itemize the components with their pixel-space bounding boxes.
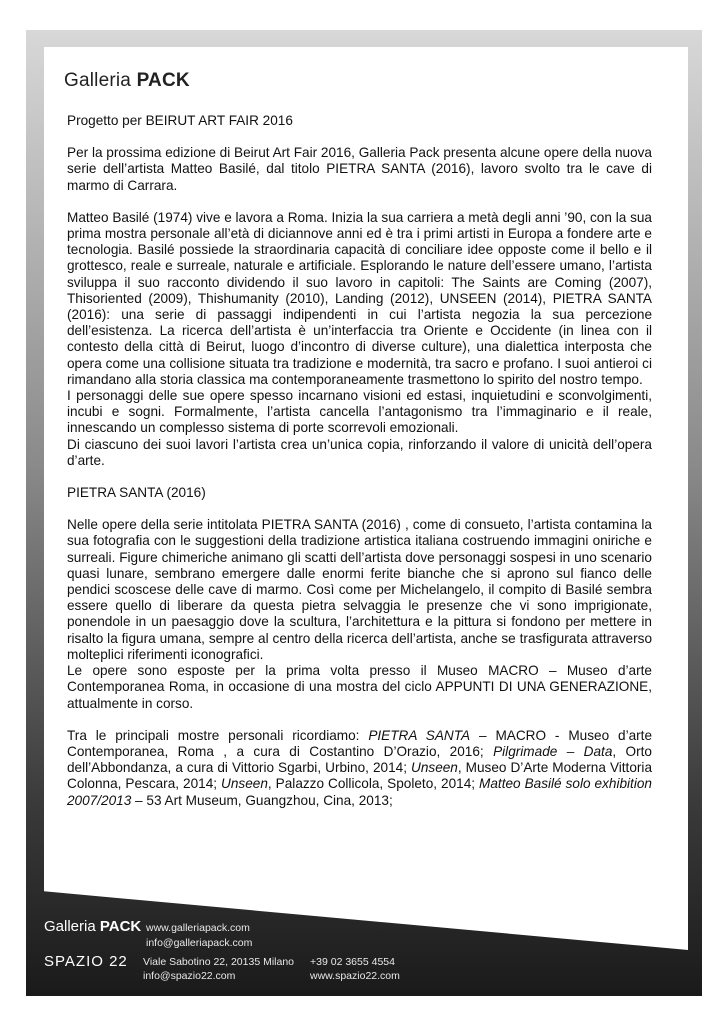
shows-text-4: , Museo D’Arte Moderna Vittoria Colonna, Pescara, 2014; [67, 760, 653, 792]
shows-title-4: Unseen [221, 776, 268, 792]
shows-text-3: , Orto dell’Abbondanza, a cura di Vittorio Sgarbi, Urbino, 2014; [67, 743, 652, 776]
footer-spazio-logo: SPAZIO 22 [44, 953, 128, 970]
paragraph-bio: Matteo Basilé (1974) vive e lavora a Roma. Inizia la sua carriera a metà degli anni ’90, con la sua prima mostra personale all’età di diciannove anni ed è tra i primi artisti in Europa a fondere arte e tecnologia. Basilé possiede la straordinaria capacità di conciliare idee opposte come il bello e il grottesco, reale e surreale, naturale e artificiale. Esplorando le nature dell’essere umano, l’artista sviluppa il suo racconto dividendo il suo lavoro in capitoli: The Saints are Coming (2007), Thisoriented (2009), Thishumanity (2010), Landing (2012), UNSEEN (2014), PIETRA SANTA (2016): una serie di passaggi indipendenti in cui l’artista negozia la sua percezione dell’esistenza. La ricerca dell’artista è un’interfaccia tra Oriente e Occidente (in linea con il contesto della città di Beirut, luogo d’incontro di diverse culture), una dialettica interposta che opera come una collisione situata tra tradizione e modernità, tra sacro e profano. I suoi antieroi ci rimandano alla storia classica ma contemporaneamente trasmettono lo spirito del nostro tempo. [67, 209, 652, 387]
footer [0, 900, 725, 1000]
shows-title-1: PIETRA SANTA [368, 727, 471, 743]
footer-phone: +39 02 3655 4554 [310, 956, 395, 968]
shows-title-3: Unseen [411, 760, 458, 776]
shows-text-5: , Palazzo Collicola, Spoleto, 2014; [267, 776, 480, 792]
footer-logo-light: Galleria [44, 918, 100, 935]
shows-text-6: – 53 Art Museum, Guangzhou, Cina, 2013; [131, 792, 393, 808]
shows-title-2: Pilgrimade – Data [493, 743, 613, 759]
document-title: Progetto per BEIRUT ART FAIR 2016 [67, 113, 293, 128]
paragraph-series: Nelle opere della serie intitolata PIETRA SANTA (2016) , come di consueto, l’artista contamina la sua fotografia con le suggestioni della tradizione artistica italiana costruendo immagini oniriche e surreali. Figure chimeriche animano gli scatti dell’artista dove personaggi sospesi in uno scenario quasi lunare, sembrano emergere dalle enormi ferite bianche che si aprono sul fianco delle pendici scoscese delle cave di marmo. Così come per Michelangelo, il compito di Basilé sembra essere quello di liberare da questa pietra selvaggia le presenze che vi sono imprigionate, ponendole in un paesaggio dove la scultura, l’architettura e la pittura si fondono per mettere in risalto la figura umana, sempre al centro della ricerca dell’artista, anche se trasfigurata attraverso molteplici riferimenti iconografici. [67, 517, 652, 662]
paragraph-exhibition: Le opere sono esposte per la prima volta presso il Museo MACRO – Museo d’arte Contemporanea Roma, in occasione di una mostra del ciclo APPUNTI DI UNA GENERAZIONE, attualmente in corso. [67, 663, 652, 711]
gallery-logo [64, 70, 190, 92]
logo-bold-text: PACK [136, 70, 190, 91]
footer-website-spazio[interactable]: www.spazio22.com [310, 970, 400, 982]
shows-title-5: Matteo Basilé solo exhibition 2007/2013 [67, 776, 652, 808]
paragraph-uniqueness: Di ciascuno dei suoi lavori l’artista crea un’unica copia, rinforzando il valore di unicità dell’opera d’arte. [67, 436, 652, 468]
shows-text-1: Tra le principali mostre personali ricordiamo: [67, 727, 369, 743]
footer-logo-bold: PACK [99, 918, 142, 935]
footer-email-gallery[interactable]: info@galleriapack.com [146, 937, 253, 949]
logo-light-text: Galleria [64, 70, 137, 91]
paragraph-characters: I personaggi delle sue opere spesso incarnano visioni ed estasi, inquietudini e sconvolgimenti, incubi e sogni. Formalmente, l’artista cancella l’antagonismo tra l’immaginario e il reale, innescando un complesso sistema di porte scorrevoli emozionali. [67, 388, 652, 436]
footer-gallery-logo [44, 918, 141, 935]
paragraph-shows [67, 728, 652, 809]
section-title: PIETRA SANTA (2016) [67, 485, 206, 501]
shows-text-2: – MACRO - Museo d’arte Contemporanea, Roma , a cura di Costantino D’Orazio, 2016; [67, 727, 653, 759]
document-body [67, 113, 652, 825]
footer-email-spazio[interactable]: info@spazio22.com [143, 970, 236, 982]
footer-address: Viale Sabotino 22, 20135 Milano [143, 956, 295, 968]
footer-website-gallery[interactable]: www.galleriapack.com [146, 922, 250, 934]
paragraph-intro: Per la prossima edizione di Beirut Art Fair 2016, Galleria Pack presenta alcune opere della nuova serie dell’artista Matteo Basilé, dal titolo PIETRA SANTA (2016), lavoro svolto tra le cave di marmo di Carrara. [67, 145, 652, 193]
